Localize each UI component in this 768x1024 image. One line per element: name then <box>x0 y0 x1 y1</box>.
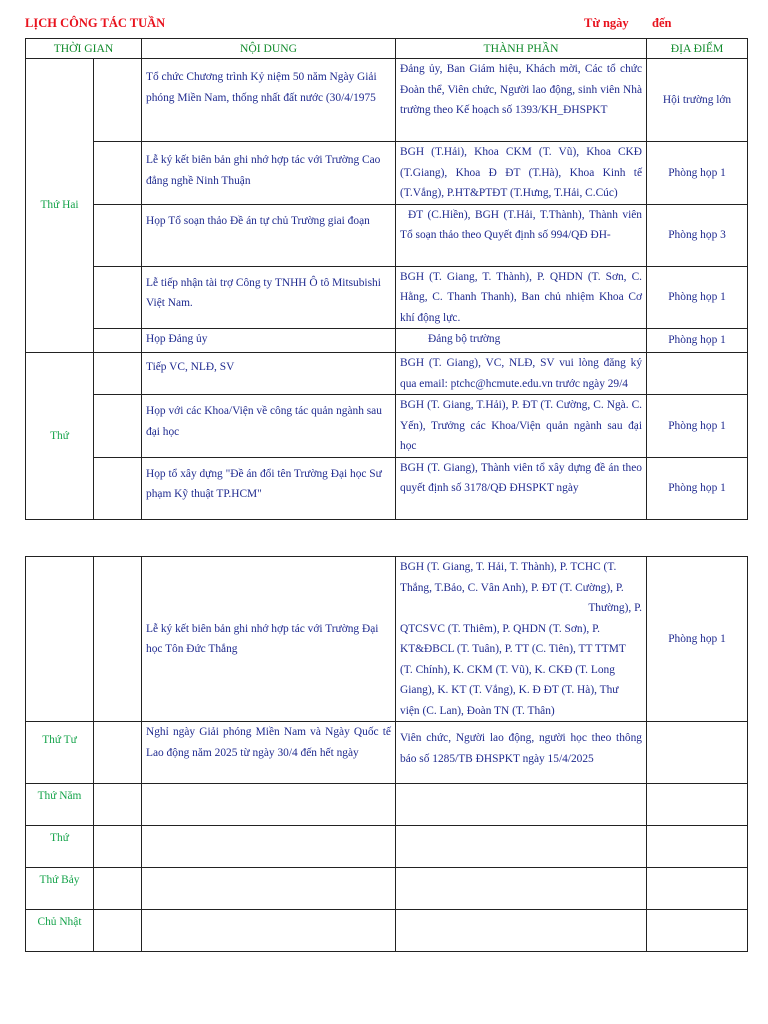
participants-cell: ĐT (C.Hiền), BGH (T.Hải, T.Thành), Thành viên Tổ soạn thảo theo Quyết định số 994/QĐ ĐH- <box>396 204 647 266</box>
to-date-label: đến <box>652 16 672 30</box>
day-label: Thứ Hai <box>26 59 94 353</box>
time-cell <box>94 395 142 458</box>
time-cell <box>94 353 142 395</box>
participants-line: (T. Chính), K. CKM (T. Vũ), K. CKĐ (T. Long <box>400 663 615 676</box>
participants-cell: BGH (T. Giang), VC, NLĐ, SV vui lòng đăng ký qua email: ptchc@hcmute.edu.vn trước ngày 29/4 <box>396 353 647 395</box>
location-cell <box>647 353 748 395</box>
schedule-table-2 <box>25 556 748 952</box>
time-cell <box>94 557 142 722</box>
location-cell <box>647 722 748 784</box>
location-cell: Phòng họp 1 <box>647 395 748 458</box>
participants-cell <box>396 784 647 826</box>
content-cell: Lễ tiếp nhận tài trợ Công ty TNHH Ô tô Mitsubishi Việt Nam. <box>142 266 396 329</box>
table-row <box>26 722 748 784</box>
location-cell: Hội trường lớn <box>647 59 748 142</box>
participants-cell: BGH (T.Hải), Khoa CKM (T. Vũ), Khoa CKĐ (T.Giang), Khoa Đ ĐT (T.Hà), Khoa Kinh tế (T.Vắng), P.HT&PTĐT (T.Hưng, T.Hải, C.Cúc) <box>396 142 647 205</box>
location-cell <box>647 910 748 952</box>
day-label: Thứ Năm <box>26 784 94 826</box>
participants-cell: BGH (T. Giang, T.Hải), P. ĐT (T. Cường, C. Ngà. C. Yến), Trưởng các Khoa/Viện quản ngành sau đại học <box>396 395 647 458</box>
table-row <box>26 59 748 142</box>
location-cell: Phòng họp 1 <box>647 329 748 353</box>
table-row <box>26 142 748 205</box>
table-row <box>26 910 748 952</box>
time-cell <box>94 142 142 205</box>
content-cell: Họp Tổ soạn thảo Đề án tự chủ Trường giai đoạn <box>142 204 396 266</box>
time-cell <box>94 784 142 826</box>
location-cell: Phòng họp 1 <box>647 557 748 722</box>
day-label: Chủ Nhật <box>26 910 94 952</box>
participants-cell <box>396 868 647 910</box>
table-header-row <box>26 39 748 59</box>
content-cell: Họp Đảng ủy <box>142 329 396 353</box>
participants-line: Giang), K. KT (T. Vắng), K. Đ ĐT (T. Hà), Thư <box>400 684 619 696</box>
participants-line: viện (C. Lan), Đoàn TN (T. Thân) <box>400 704 555 717</box>
content-cell: Lễ ký kết biên bản ghi nhớ hợp tác với Trường Đại học Tôn Đức Thắng <box>142 557 396 722</box>
content-cell <box>142 784 396 826</box>
participants-line: BGH (T. Giang, T. Hải, T. Thành), P. TCHC (T. <box>400 561 617 573</box>
participants-cell <box>396 557 647 722</box>
table-row <box>26 557 748 722</box>
content-cell: Họp tổ xây dựng "Đề án đổi tên Trường Đại học Sư phạm Kỹ thuật TP.HCM" <box>142 457 396 519</box>
participants-cell <box>396 910 647 952</box>
content-cell: Tổ chức Chương trình Kỷ niệm 50 năm Ngày Giải phóng Miền Nam, thống nhất đất nước (30/4/1975 <box>142 59 396 142</box>
participants-cell: Đảng bộ trường <box>396 329 647 353</box>
table-row <box>26 395 748 458</box>
content-cell <box>142 910 396 952</box>
location-cell: Phòng họp 1 <box>647 457 748 519</box>
col-header-time: THỜI GIAN <box>26 39 142 59</box>
location-cell: Phòng họp 1 <box>647 266 748 329</box>
location-cell: Phòng họp 3 <box>647 204 748 266</box>
col-header-content: NỘI DUNG <box>142 39 396 59</box>
time-cell <box>94 59 142 142</box>
participants-cell <box>396 826 647 868</box>
participants-line: QTCSVC (T. Thiêm), P. QHDN (T. Sơn), P. <box>400 622 600 635</box>
time-cell <box>94 868 142 910</box>
col-header-participants: THÀNH PHẦN <box>396 39 647 59</box>
time-cell <box>94 329 142 353</box>
table-row <box>26 868 748 910</box>
table-row <box>26 784 748 826</box>
time-cell <box>94 826 142 868</box>
time-cell <box>94 910 142 952</box>
day-label: Thứ <box>26 826 94 868</box>
location-cell: Phòng họp 1 <box>647 142 748 205</box>
table-row <box>26 266 748 329</box>
participants-line: Thường), P. <box>588 602 642 614</box>
content-cell <box>142 868 396 910</box>
content-cell: Lễ ký kết biên bản ghi nhớ hợp tác với Trường Cao đẳng nghề Ninh Thuận <box>142 142 396 205</box>
location-cell <box>647 826 748 868</box>
time-cell <box>94 204 142 266</box>
participants-cell: Đảng ủy, Ban Giám hiệu, Khách mời, Các tổ chức Đoàn thể, Viên chức, Người lao động, sinh viên Nhà trường theo Kế hoạch số 1393/KH_ĐHSPKT <box>396 59 647 142</box>
content-cell: Họp với các Khoa/Viện về công tác quản ngành sau đại học <box>142 395 396 458</box>
participants-cell: Viên chức, Người lao động, người học theo thông báo số 1285/TB ĐHSPKT ngày 15/4/2025 <box>396 722 647 784</box>
location-cell <box>647 868 748 910</box>
day-label: Thứ Bảy <box>26 868 94 910</box>
time-cell <box>94 266 142 329</box>
schedule-title: LỊCH CÔNG TÁC TUẦN <box>25 16 166 30</box>
table-row <box>26 353 748 395</box>
table-row <box>26 826 748 868</box>
participants-cell: BGH (T. Giang), Thành viên tổ xây dựng đề án theo quyết định số 3178/QĐ ĐHSPKT ngày <box>396 457 647 519</box>
content-cell: Tiếp VC, NLĐ, SV <box>142 353 396 395</box>
time-cell <box>94 457 142 519</box>
table-row <box>26 329 748 353</box>
content-cell <box>142 826 396 868</box>
schedule-table-1 <box>25 38 748 520</box>
location-cell <box>647 784 748 826</box>
participants-cell: BGH (T. Giang, T. Thành), P. QHDN (T. Sơn, C. Hằng, C. Thanh Thanh), Ban chủ nhiệm Khoa Cơ khí động lực. <box>396 266 647 329</box>
table-row <box>26 204 748 266</box>
day-label: Thứ <box>26 353 94 520</box>
participants-line: Thắng, T.Bảo, C. Vân Anh), P. ĐT (T. Cường), P. <box>400 581 624 594</box>
table-row <box>26 457 748 519</box>
col-header-location: ĐỊA ĐIỂM <box>647 39 748 59</box>
participants-line: KT&ĐBCL (T. Tuân), P. TT (C. Tiên), TT TTMT <box>400 643 626 655</box>
day-label: Thứ Tư <box>26 722 94 784</box>
from-date-label: Từ ngày <box>584 16 629 30</box>
time-cell <box>94 722 142 784</box>
day-label <box>26 557 94 722</box>
content-cell: Nghỉ ngày Giải phóng Miền Nam và Ngày Quốc tế Lao động năm 2025 từ ngày 30/4 đến hết ngày <box>142 722 396 784</box>
